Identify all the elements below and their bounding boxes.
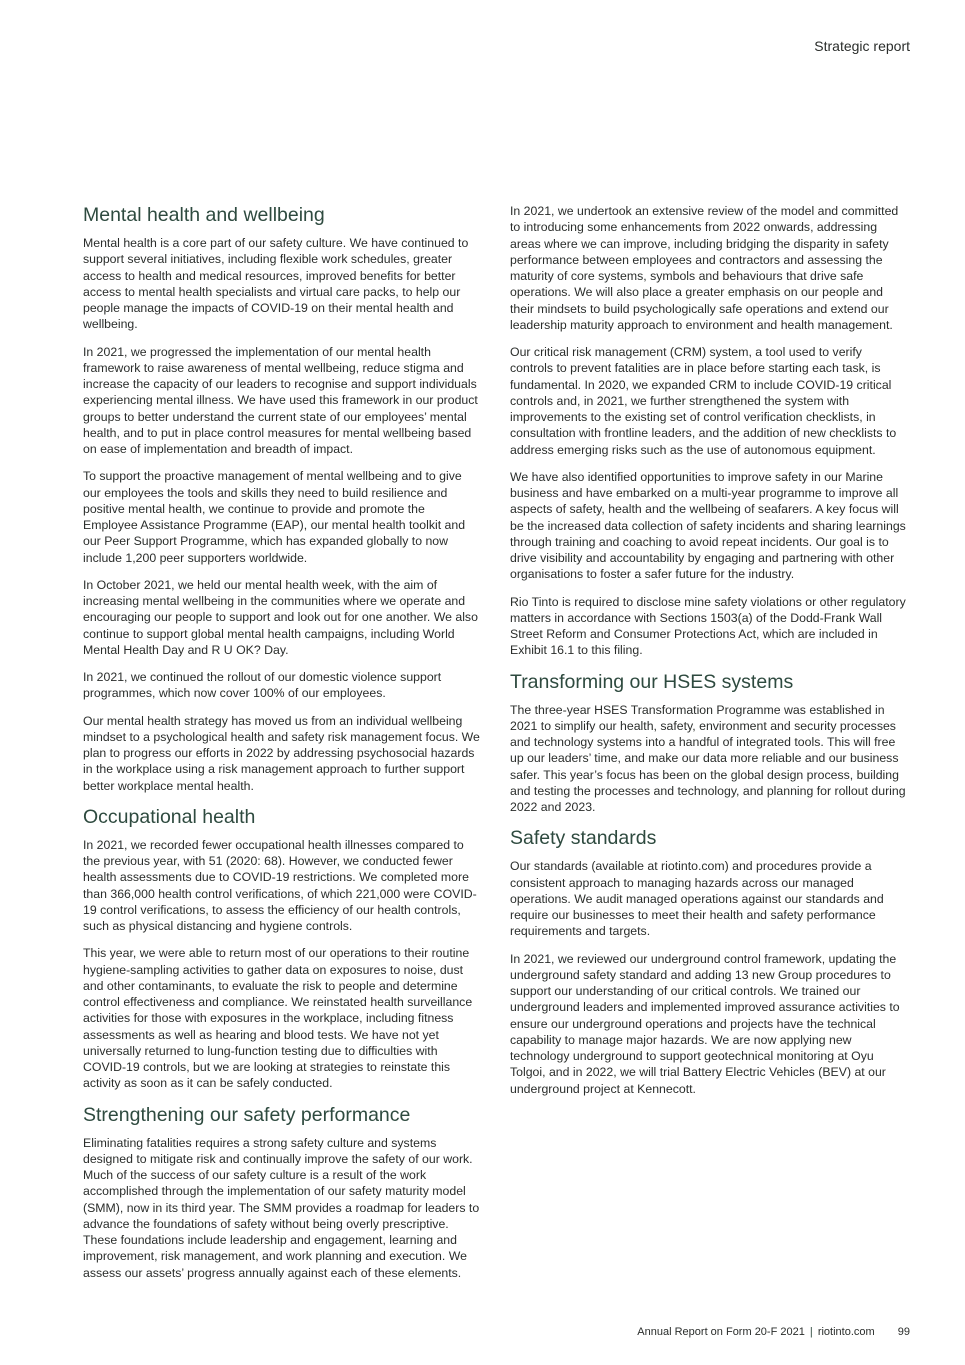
paragraph: In October 2021, we held our mental health week, with the aim of increasing mental wellbeing in the communities where we operate and encouraging our people to support and look out for one another. We also continue to support global mental health campaigns, including World Mental Health Day and R U OK? Day. (83, 577, 478, 657)
page-footer (637, 1326, 910, 1338)
paragraph: The three-year HSES Transformation Programme was established in 2021 to simplify our health, safety, environment and security processes and technology systems into a handful of integrated tools. This will free up our leaders’ time, and make our data more reliable and our business safer. This year’s focus has been on the global design process, building and testing the processes and technology, and planning for rollout during 2022 and 2023. (510, 702, 906, 814)
paragraph: This year, we were able to return most of our operations to their routine hygiene-sampling activities to gather data on exposures to noise, dust and other contaminants, to evaluate the risk to people and determine control effectiveness and compliance. We reinstated health surveillance activities for those with exposures in the workplace, including fitness assessments as well as hearing and blood tests. We have not yet universally returned to lung-function testing due to difficulties with COVID-19 controls, but we are looking at strategies to reinstate this activity as soon as it can be safely conducted. (83, 946, 473, 1091)
paragraph: We have also identified opportunities to improve safety in our Marine business and have embarked on a multi-year programme to improve all aspects of safety, health and the wellbeing of seafarers. A key focus will be the increased data collection of safety incidents and sharing learnings through training and coaching to avoid repeat incidents. Our goal is to drive visibility and accountability by engaging and partnering with other organisations to foster a safer future for the industry. (510, 469, 906, 582)
heading-occupational-health: Occupational health (83, 805, 256, 828)
page-number: 99 (897, 1326, 910, 1338)
paragraph: In 2021, we undertook an extensive review of the model and committed to introducing some enhancements from 2022 onwards, addressing areas where we can improve, including bridging the disparity in safety performance between employees and contractors and assessing the maturity of core systems, symbols and behaviours that drive safe operations. We will also place a greater emphasis on our people and their mindsets to build psychologically safe operations and extend our leadership maturity approach to environment and health management. (510, 204, 899, 332)
paragraph: In 2021, we continued the rollout of our domestic violence support programmes, which now cover 100% of our employees. (83, 670, 442, 701)
heading-strengthening-safety: Strengthening our safety performance (83, 1103, 411, 1126)
section-header: Strategic report (814, 38, 910, 54)
paragraph: Our standards (available at riotinto.com) and procedures provide a consistent approach to managing hazards across our managed operations. We audit managed operations against our standards and require our businesses to meet their health and safety performance requirements and targets. (510, 859, 884, 939)
website-link[interactable]: riotinto.com (817, 1326, 875, 1338)
paragraph: In 2021, we progressed the implementation of our mental health framework to raise awareness of mental wellbeing, reduce stigma and increase the capacity of our leaders to recognise and support individuals experiencing mental illness. We have used this framework in our product groups to better understand the current state of our employees’ mental health, and to put in place control measures for mental wellbeing based on ease of implementation and breadth of impact. (83, 344, 478, 456)
paragraph: In 2021, we recorded fewer occupational health illnesses compared to the previous year, with 51 (2020: 68). However, we conducted fewer health assessments due to COVID-19 restrictions. We completed more than 366,000 health control verifications, of which 221,000 were COVID-19 control verifications, to assess the efficiency of our health controls, such as physical distancing and hygiene controls. (83, 837, 477, 933)
footer-separator: | (809, 1326, 813, 1338)
paragraph: In 2021, we reviewed our underground control framework, updating the underground safety standard and adding 13 new Group procedures to support our understanding of our critical controls. We trained our underground leaders and implemented improved assurance activities to ensure our underground operations and projects have the technical capability to manage major hazards. We are now applying new technology underground to support geotechnical monitoring at Oyu Tolgoi, and in 2022, we will trial Battery Electric Vehicles (BEV) at our underground project at Kennecott. (510, 951, 900, 1096)
heading-hses-systems: Transforming our HSES systems (510, 670, 794, 693)
heading-safety-standards: Safety standards (510, 827, 657, 850)
paragraph: Eliminating fatalities requires a strong safety culture and systems designed to mitigate risk and continually improve the safety of our work. Much of the success of our safety culture is a result of the work accomplished through the implementation of our safety maturity model (SMM), now in its third year. The SMM provides a roadmap for leaders to advance the foundations of safety without being overly prescriptive. These foundations include leadership and engagement, learning and improvement, risk management, and work planning and execution. We assess our assets’ progress annually against each of these elements. (83, 1135, 480, 1280)
paragraph: Mental health is a core part of our safety culture. We have continued to support several initiatives, including flexible work schedules, greater access to health and medical resources, improved benefits for better access to mental health specialists and virtual care packs, to help our people manage the impacts of COVID-19 on their mental health and wellbeing. (83, 236, 469, 332)
left-column (83, 203, 481, 1292)
report-name: Annual Report on Form 20-F 2021 (637, 1326, 805, 1338)
paragraph: To support the proactive management of mental wellbeing and to give our employees the tools and skills they need to build resilience and positive mental health, we continue to provide and promote the Employee Assistance Programme (EAP), our mental health toolkit and our Peer Support Programme, which has expanded globally to now include 1,200 peer supporters worldwide. (83, 469, 466, 565)
paragraph: Our critical risk management (CRM) system, a tool used to verify controls to prevent fatalities are in place before starting each task, is fundamental. In 2020, we expanded CRM to include COVID-19 critical controls and, in 2021, we further strengthened the system with improvements to the existing set of control verification checklists, in consultation with frontline leaders, and the addition of new checklists to address emerging risks such as the use of autonomous equipment. (510, 345, 897, 457)
heading-mental-health: Mental health and wellbeing (83, 204, 325, 226)
right-column (510, 203, 908, 1108)
paragraph: Rio Tinto is required to disclose mine safety violations or other regulatory matters in accordance with Sections 1503(a) of the Dodd-Frank Wall Street Reform and Consumer Protections Act, which are included in Exhibit 16.1 to this filing. (510, 594, 906, 658)
paragraph: Our mental health strategy has moved us from an individual wellbeing mindset to a psychological health and safety risk management focus. We plan to progress our efforts in 2022 by addressing psychosocial hazards in the workplace using a risk management approach to further support better workplace mental health. (83, 713, 480, 793)
